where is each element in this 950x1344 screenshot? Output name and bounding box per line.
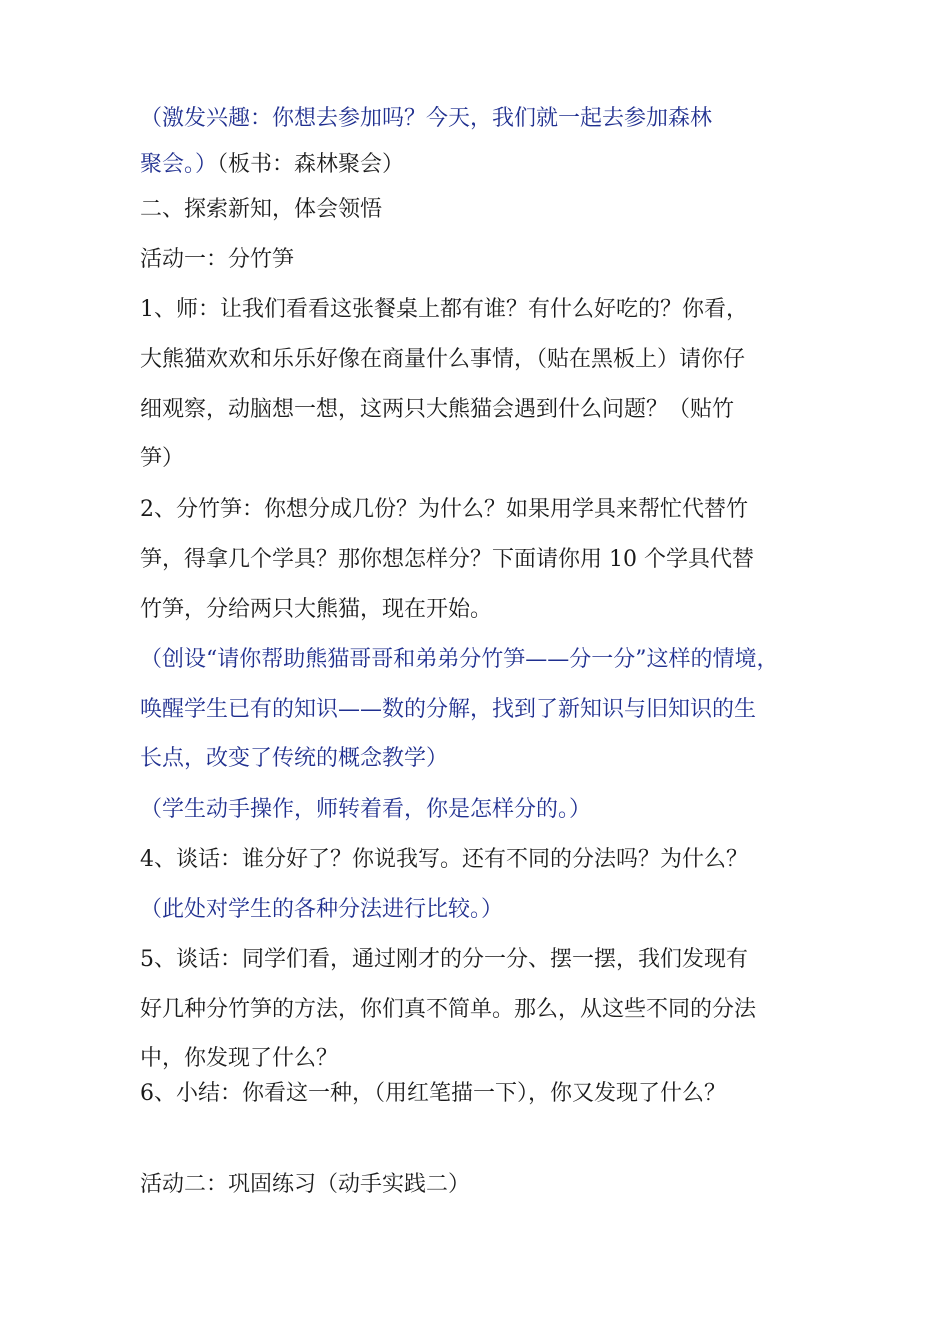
text-line-7: 细观察，动脑想一想，这两只大熊猫会遇到什么问题？（贴竹 [140, 397, 735, 422]
board-note: （板书：森林聚会） [217, 152, 405, 177]
text-line-5: 1、师：让我们看看这张餐桌上都有谁？有什么好吃的？你看， [140, 297, 748, 322]
note-line-1: （激发兴趣：你想去参加吗？今天，我们就一起去参加森林 [140, 106, 713, 131]
section-heading: 二、探索新知，体会领悟 [140, 197, 383, 222]
note-fragment: 聚会。） [140, 152, 218, 177]
text-line-10: 笋，得拿几个学具？那你想怎样分？下面请你用 10 个学具代替 [140, 547, 754, 572]
note-line-15: （学生动手操作，师转着看，你是怎样分的。） [140, 797, 592, 822]
note-line-12: （创设“请你帮助熊猫哥哥和弟弟分竹笋——分一分”这样的情境， [140, 647, 779, 672]
text-line-11: 竹笋，分给两只大熊猫，现在开始。 [140, 597, 493, 622]
text-line-6: 大熊猫欢欢和乐乐好像在商量什么事情，（贴在黑板上）请你仔 [140, 347, 746, 372]
text-line-18: 5、谈话：同学们看，通过刚才的分一分、摆一摆，我们发现有 [140, 947, 748, 972]
text-line-8: 笋） [140, 446, 185, 471]
text-line-19: 好几种分竹笋的方法，你们真不简单。那么，从这些不同的分法 [140, 997, 757, 1022]
text-line-9: 2、分竹笋：你想分成几份？为什么？如果用学具来帮忙代替竹 [140, 497, 748, 522]
text-line-2 [140, 150, 404, 180]
text-line-20: 中，你发现了什么？ [140, 1046, 339, 1071]
text-line-16: 4、谈话：谁分好了？你说我写。还有不同的分法吗？为什么？ [140, 847, 748, 872]
note-line-14: 长点，改变了传统的概念教学） [140, 746, 449, 771]
note-line-13: 唤醒学生已有的知识——数的分解，找到了新知识与旧知识的生 [140, 697, 757, 722]
activity-heading-2: 活动二：巩固练习（动手实践二） [140, 1172, 471, 1197]
activity-heading-1: 活动一：分竹笋 [140, 247, 295, 272]
text-line-21: 6、小结：你看这一种，（用红笔描一下），你又发现了什么？ [140, 1081, 726, 1106]
note-line-17: （此处对学生的各种分法进行比较。） [140, 897, 504, 922]
